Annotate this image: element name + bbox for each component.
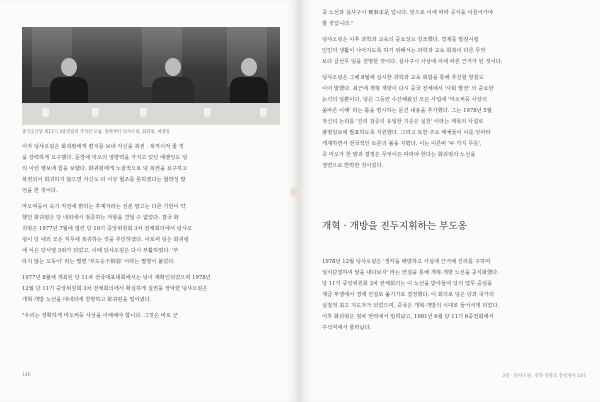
left-body-text <box>22 142 280 322</box>
historical-photo <box>22 27 280 125</box>
person-center <box>152 58 194 107</box>
meeting-table <box>22 103 280 125</box>
text-line: 주석직에서 물러났다. <box>322 325 372 331</box>
text-line: 1977년 8월에 개최된 당 11차 전국대표대회에서는 덩이 재확인되었으며 1978년 <box>22 275 211 281</box>
text-line: 당 11기 중앙위원회 3차 전체회의는 이 노선을 받아들여 당의 업무 중심을 <box>322 281 493 287</box>
text-line: 타지 않는 오뚝이' 라는 별명 '부도옹不倒翁' 이라는 별명이 붙었다. <box>22 259 176 265</box>
text-line: 에 이은 당서열 3위가 되었고, 이때 당샤오핑은 다시 부활하였다. '부 <box>22 248 179 254</box>
text-line: 자신의 논리를 '진리 검증의 유일한 기준은 실천' 이라는 제목의 사설로 <box>322 119 484 125</box>
text-line: 귀펑은 1977년 7월에 열린 당 10기 중앙위원회 3차 전체회의에서 덩샤오 <box>22 226 193 232</box>
text-line: 이자 덩샤오핑은 화궈펑에게 편지를 보내 자신을 복권 · 복직시켜 줄 것 <box>22 144 184 150</box>
text-line: 개혁·개방 노선을 대내외에 천명하고 화궈펑을 밀어냈다. <box>22 297 152 303</box>
photo-caption: 중국공산당 제11기 3중전회의 주석단 모습. 왼쪽부터 덩샤오핑, 화궈펑, 예젠잉 <box>22 130 170 135</box>
right-page <box>300 0 600 402</box>
text-line: 덩샤오핑은 이후 과학과 교육의 중요성도 강조했다. 경제를 발전시킬 <box>322 37 479 43</box>
text-line: 중 노선과 실사구시 實事求是 입니다. 앞으로 이에 따라 공식을 이끌어가야 <box>322 10 494 16</box>
text-line: 복권되어 회귀하지 않으면 자신도 더 이상 협조를 못하겠다는 협박성 발 <box>22 177 186 183</box>
text-line: 정면으로 반박한 것이었다. <box>322 163 384 169</box>
right-body-text-top <box>322 8 580 172</box>
text-line: 핑이 당 내외 모든 직무에 복귀하는 것을 추인하였다. 이로써 덩은 화궈펑 <box>22 237 189 243</box>
text-line: 이후 화궈펑은 점차 권력에서 밀려났고, 1981년 6월 당 11기 6중전회에서 <box>322 314 494 320</box>
text-line: 덩샤오핑은 그해 8월에 실시한 과학과 교육 회합을 통해 추진할 방침도 <box>322 75 484 81</box>
text-line: "우리는 정확하게 마오쩌둥 사상을 이해해야 합니다. 그것은 바로 군 <box>22 313 178 319</box>
right-page-footer: 3장 · 덩샤오핑: 개혁·개방의 총설계사 147 <box>502 374 586 379</box>
text-line: 을 강력하게 요구했다. 문장에 마오의 영향력을 가지고 있던 예젠잉도 덩 <box>22 155 188 161</box>
text-line: 게재하면서 전국적인 토론의 불을 지폈다. 이는 이른바 '두 가지 무릇', <box>322 141 482 147</box>
text-line: 인민의 생활이 나아지도록 하기 위해서는 과학과 교육 회복이 다른 무엇 <box>322 48 486 54</box>
text-line: 1978년 12월 덩샤오핑은 '생각을 해방하고 사실에 근거해 진리를 구하며 <box>322 259 491 265</box>
text-line: 했던 화궈펑은 당 내외에서 점증하는 저항을 견딜 수 없었다. 결국 화 <box>22 215 179 221</box>
text-line: 올바른 이해' 라는 틀을 명시하는 문건 내용을 추가했다. 그는 1978년 5월 <box>322 108 492 114</box>
person-left <box>50 58 88 107</box>
section-heading: 개혁 · 개방을 진두지휘하는 부도옹 <box>322 221 467 232</box>
text-line: 이어 말했다. 최근에 개혁 개방이 다시 중국 전체에서 '사회 발전' 의 중요한 <box>322 86 494 92</box>
text-line: 일치단결하여 앞을 내다보자' 라는 연설을 통해 개혁·개방 노선을 공식화했다. <box>322 270 499 276</box>
text-line: 할 것입니다." <box>322 21 354 27</box>
text-line: 실질적 최고 지도자가 되었으며, 중국은 개혁·개방의 시대로 들어서게 되었다. <box>322 303 500 309</box>
text-line: 보다 급선무 임을 천명한 것이다. 실사구시 사상에 이에 따른 근거가 된 것이다. <box>322 59 503 65</box>
left-page-number: 146 <box>22 373 31 378</box>
fold-marker <box>290 188 298 196</box>
text-line: 12월 당 11기 중앙위원회 3차 전체회의에서 확실하게 실권을 장악한 덩샤오핑은 <box>22 286 208 292</box>
text-line: 계급 투쟁에서 경제 건설로 옮기기로 결정했다. 이 회의로 덩은 당과 국가의 <box>322 292 495 298</box>
text-line: 마오쩌둥이 숙기 직전에 밝히는 후계자라는 선분 말고는 다른 기반이 약 <box>22 204 186 210</box>
right-body-text-bottom <box>322 257 580 334</box>
text-line: 언을 한 것이다. <box>22 188 58 194</box>
text-line: 논의의 일환이다. 덩은 그동안 수산해왔던 모든 사업에 '마오쩌둥 사상의 <box>322 97 487 103</box>
text-line: 의 이런 행보에 힘을 보탰다. 화궈펑에게 노골적으로 덩 복권을 요구하고 <box>22 166 188 172</box>
text-line: 광명일보에 발표하도록 지원했다. 그리고 또한 주요 매체들이 이를 잇따라 <box>322 130 491 136</box>
text-line: 즉 마오가 한 말과 결정은 무엇이든 따라야 한다는 화궈펑의 노선을 <box>322 152 476 158</box>
person-right <box>230 58 268 107</box>
